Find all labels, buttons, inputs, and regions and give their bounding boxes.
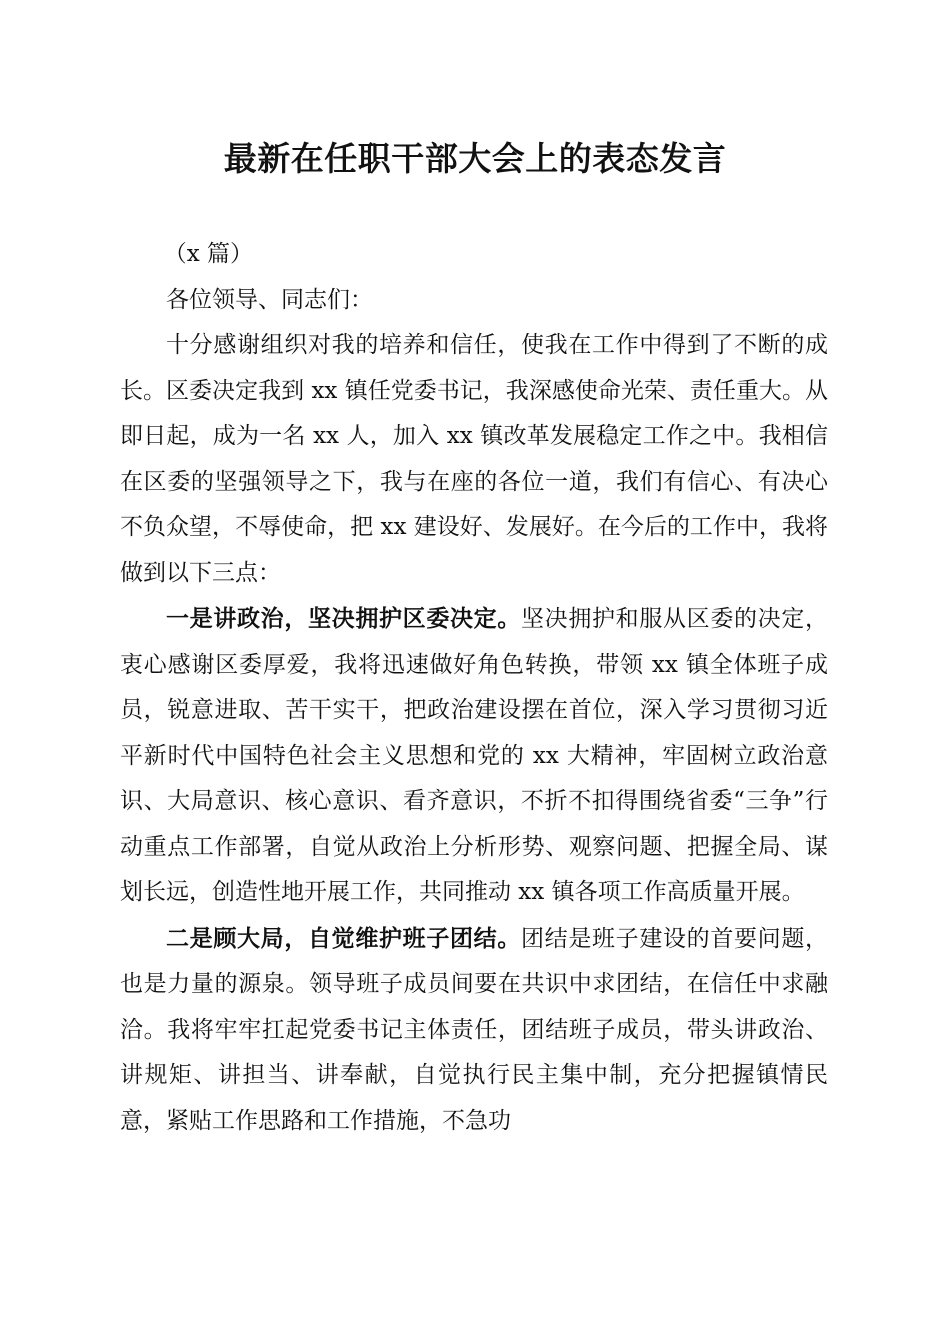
paragraph-point-one xyxy=(120,596,828,916)
paragraph-text: 坚决拥护和服从区委的决定，衷心感谢区委厚爱，我将迅速做好角色转换，带领 xx 镇全体班子成员，锐意进取、苦干实干，把政治建设摆在首位，深入学习贯彻习近平新时代中国特色社会主义思想和党的 xx 大精神，牢固树立政治意识、大局意识、核心意识、看齐意识，不折不扣得围绕省委“三争”行动重点工作部署，自觉从政治上分析形势、观察问题、把握全局、谋划长远，创造性地开展工作，共同推动 xx 镇各项工作高质量开展。 xyxy=(120,606,829,905)
paragraph-lead: 一是讲政治，坚决拥护区委决定。 xyxy=(166,605,521,632)
paragraph-intro xyxy=(120,323,828,596)
salutation: 各位领导、同志们： xyxy=(166,286,373,313)
document-body xyxy=(120,232,828,1144)
document-title: 最新在任职干部大会上的表态发言 xyxy=(223,139,727,178)
paragraph-point-two xyxy=(120,916,828,1145)
paragraph-text: 十分感谢组织对我的培养和信任，使我在工作中得到了不断的成长。区委决定我到 xx 镇任党委书记，我深感使命光荣、责任重大。从即日起，成为一名 xx 人，加入 xx 镇改革发展稳定工作之中。我相信在区委的坚强领导之下，我与在座的各位一道，我们有信心、有决心不负众望，不辱使命，把 xx 建设好、发展好。在今后的工作中，我将做到以下三点： xyxy=(120,332,828,586)
paragraph-lead: 二是顾大局，自觉维护班子团结。 xyxy=(166,924,521,952)
section-label: （x 篇） xyxy=(163,241,253,267)
paragraph-text: 团结是班子建设的首要问题，也是力量的源泉。领导班子成员间要在共识中求团结，在信任中求融洽。我将牢牢扛起党委书记主体责任，团结班子成员，带头讲政治、讲规矩、讲担当、讲奉献，自觉执行民主集中制，充分把握镇情民意，紧贴工作思路和工作措施，不急功 xyxy=(120,925,829,1134)
